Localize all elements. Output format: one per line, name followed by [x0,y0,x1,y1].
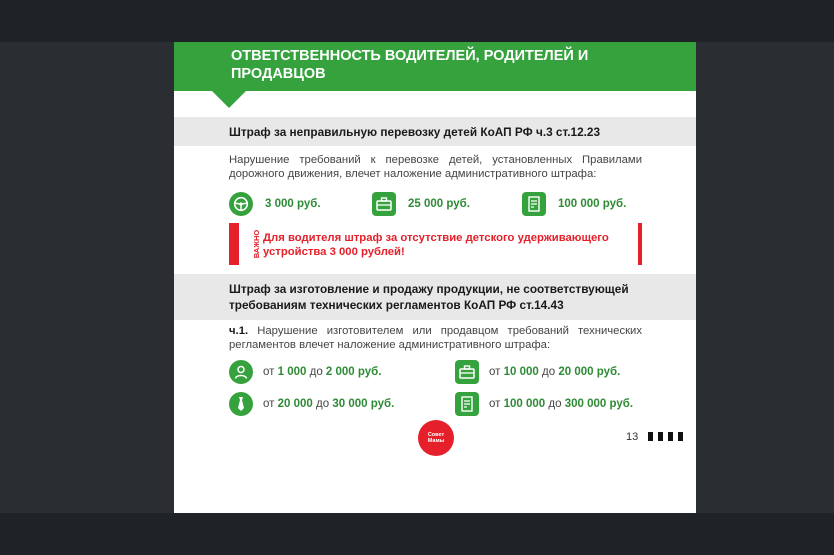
section-title: Штраф за изготовление и продажу продукции, не соответствующей требованиям технических регламентов КоАП РФ ст.14.43 [229,282,629,312]
steering-wheel-icon [229,192,253,216]
range-item-official [455,360,620,384]
important-text: Для водителя штраф за отсутствие детского удерживающего устройства 3 000 рублей! [263,232,609,258]
bottom-dark-bar [0,513,834,555]
fine-range: от 1 000 до 2 000 руб. [263,366,382,378]
important-tag [229,223,239,265]
section-title: Штраф за неправильную перевозку детей КоАП РФ ч.3 ст.12.23 [229,125,601,139]
range-item-entrepreneur [229,392,394,416]
section-text [229,324,642,352]
part-text: Нарушение изготовителем или продавцом требований технических регламентов влечет наложение административного штрафа: [229,325,643,351]
page-number-marks [648,432,683,441]
fine-item-driver [229,192,321,216]
right-viewer-background [696,42,834,513]
briefcase-icon [372,192,396,216]
fine-amount: 25 000 руб. [408,198,470,210]
important-notice [229,223,642,265]
document-page [174,42,696,513]
top-dark-bar [0,0,834,42]
briefcase-icon [455,360,479,384]
section-text: Нарушение требований к перевозке детей, установленных Правилами дорожного движения, влечет наложение административного штрафа: [229,154,642,180]
left-viewer-background [0,42,174,513]
sovet-mamy-logo: Совет Мамы [418,420,454,456]
section-bar-child-transport [174,117,696,146]
tie-icon [229,392,253,416]
fine-item-official [372,192,470,216]
fine-item-legal [522,192,626,216]
page-header [174,42,696,91]
important-right-bar [638,223,642,265]
person-icon [229,360,253,384]
page-title: ОТВЕТСТВЕННОСТЬ ВОДИТЕЛЕЙ, РОДИТЕЛЕЙ И ПРОДАВЦОВ [231,48,589,82]
fine-range: от 20 000 до 30 000 руб. [263,398,395,410]
important-label: ВАЖНО [251,229,261,259]
document-icon [455,392,479,416]
part-label: ч.1. [229,325,249,337]
range-item-citizen [229,360,381,384]
document-icon [522,192,546,216]
fine-range: от 10 000 до 20 000 руб. [489,366,621,378]
header-notch [212,91,246,108]
page-number: 13 [626,431,639,443]
range-item-legal [455,392,633,416]
fine-amount: 3 000 руб. [265,198,321,210]
fine-range: от 100 000 до 300 000 руб. [489,398,634,410]
section-bar-tech-regulations [174,274,696,320]
fine-amount: 100 000 руб. [558,198,627,210]
